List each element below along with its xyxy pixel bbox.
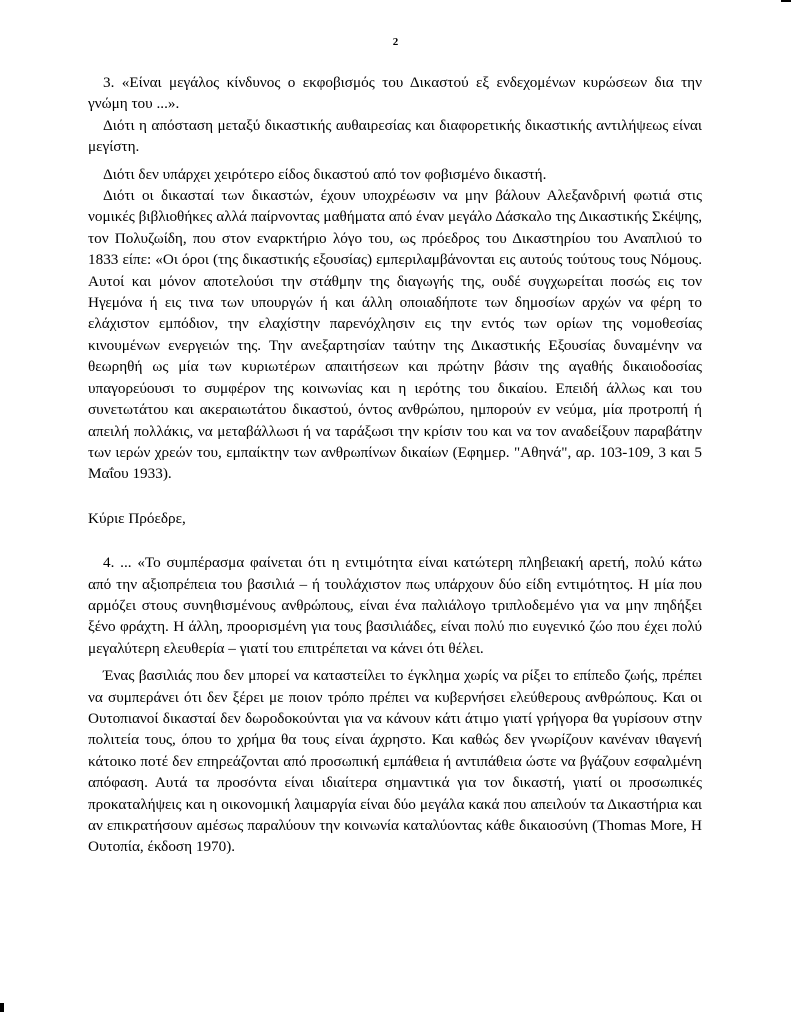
salutation: Κύριε Πρόεδρε, xyxy=(88,509,186,527)
document-body xyxy=(88,72,702,858)
paragraph-utopia: Ένας βασιλιάς που δεν μπορεί να καταστείλει το έγκλημα χωρίς να ρίξει το επίπεδο ζωής, πρέπει να συμπεράνει ότι δεν ξέρει με ποιον τρόπο πρέπει να κυβερνήσει ελεύθερους ανθρώπους. Και οι Ουτοπιανοί δικασταί δεν δωροδοκούνται για να κάνουν κάτι άτιμο γιατί γρήγορα θα γυρίσουν στην πολιτεία τους, όπου το χρήμα θα τους είναι άχρηστο. Και καθώς δεν γνωρίζουν κανέναν ιθαγενή κάτοικο ποτέ δεν επηρεάζονται από προσωπική εμπάθεια ή αντιπάθεια ώστε να βγάζουν εσφαλμένη απόφαση. Αυτά τα προσόντα είναι ιδιαίτερα σημαντικά για τον δικαστή, γιατί οι προσωπικές προκαταλήψεις και η οικονομική λαιμαργία είναι δύο μεγάλα κακά που απειλούν τα Δικαστήρια και αν επικρατήσουν αμέσως παραλύουν την κοινωνία καταλύοντας κάθε δικαιοσύνη (Thomas More, Η Ουτοπία, έκδοση 1970). xyxy=(88,667,702,856)
scan-corner-mark xyxy=(781,0,791,2)
paragraph-frightened-judge: Διότι δεν υπάρχει χειρότερο είδος δικαστού από τον φοβισμένο δικαστή. xyxy=(103,165,547,183)
paragraph-polyzoidis: Διότι οι δικασταί των δικαστών, έχουν υποχρέωσιν να μην βάλουν Αλεξανδρινή φωτιά στις νομικές βιβλιοθήκες αλλά παίρνοντας μαθήματα από έναν μεγάλο Δάσκαλο της Δικαστικής Σκέψης, τον Πολυζωίδη, που στον εναρκτήριο λόγο του, ως πρόεδρος του Δικαστηρίου του Αναπλιού το 1833 είπε: «Οι όροι (της δικαστικής εξουσίας) εμπεριλαμβάνονται εις αυτούς τούτους τους Νόμους. Αυτοί και μόνον αποτελούσι την στάθμην της διαγωγής της, ουδέ συγχωρείται ποσώς εις τον Ηγεμόνα ή εις τινα των υπουργών ή και άλλη οποιαδήποτε των δημοσίων αρχών να φέρη το ελάχιστον εμπόδιον, την ελαχίστην παρενόχλησιν εις την εντός των ορίων της νομοθεσίας κινουμένων ενεργειών της. Την ανεξαρτησίαν ταύτην της Δικαστικής Εξουσίας δυναμένην να θεωρηθή ως μία των κυριωτέρων απαιτήσεων και πρώτην βάσιν της αγαθής δικαιοδοσίας υπαγορεύουσι το συμφέρον της κοινωνίας και η ιερότης του δικαίου. Επειδή άλλως και του συνετωτάτου και ακεραιωτάτου δικαστού, όντος ανθρώπου, ημπορούν εν νεύμα, μία προτροπή ή απειλή πολλάκις, να μεταβάλλωσι ή να ταράξωσι την κρίσιν του και να τον αναδείξουν παραβάτην των ιερών χρεών του, εμπαίκτην των ανθρωπίνων δικαίων (Εφημερ. "Αθηνά", αρ. 103-109, 3 και 5 Μαΐου 1933). xyxy=(88,187,702,483)
paragraph-3-quote: 3. «Είναι μεγάλος κίνδυνος ο εκφοβισμός του Δικαστού εξ ενδεχομένων κυρώσεων δια την γνώμη του ...». xyxy=(88,74,702,113)
scan-artifact-mark xyxy=(0,1003,4,1012)
page-number: 2 xyxy=(392,36,399,48)
paragraph-arbitrariness: Διότι η απόσταση μεταξύ δικαστικής αυθαιρεσίας και διαφορετικής δικαστικής αντιλήψεως είναι μεγίστη. xyxy=(88,116,702,156)
paragraph-4-quote: 4. ... «Το συμπέρασμα φαίνεται ότι η εντιμότητα είναι κατώτερη πληβειακή αρετή, πολύ κάτω από την αξιοπρέπεια του βασιλιά – ή τουλάχιστον πως υπάρχουν δύο είδη εντιμότητος. Η μία που αρμόζει στους συνηθισμένους ανθρώπους, είναι ένα παλιάλογο τριπλοδεμένο για να μην πηδήξει ξένο φράχτη. Η άλλη, προορισμένη για τους βασιλιάδες, είναι πολύ πιο ευγενικό ζώο που έχει πολύ μεγαλύτερη ελευθερία – γιατί του επιτρέπεται να κάνει ότι θέλει. xyxy=(88,554,702,657)
